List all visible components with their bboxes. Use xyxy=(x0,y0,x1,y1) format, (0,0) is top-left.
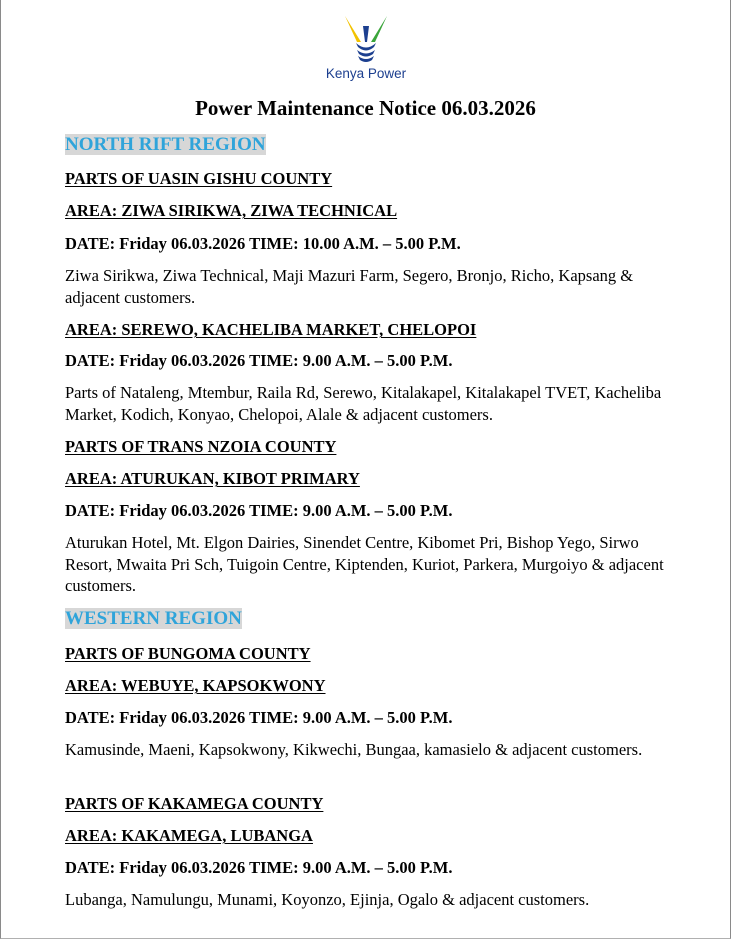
county-heading: PARTS OF BUNGOMA COUNTY xyxy=(65,644,311,663)
area-heading: AREA: WEBUYE, KAPSOKWONY xyxy=(65,676,326,695)
area-description: Aturukan Hotel, Mt. Elgon Dairies, Sinendet Centre, Kibomet Pri, Bishop Yego, Sirwo Resort, Mwaita Pri Sch, Tuigoin Centre, Kiptenden, Kuriot, Parkera, Murgoiyo & adjacent customers. xyxy=(65,533,664,595)
date-time: DATE: Friday 06.03.2026 TIME: 9.00 A.M. – 5.00 P.M. xyxy=(65,501,453,520)
kenya-power-logo-icon xyxy=(311,12,421,66)
county-heading: PARTS OF TRANS NZOIA COUNTY xyxy=(65,437,337,456)
date-time: DATE: Friday 06.03.2026 TIME: 9.00 A.M. – 5.00 P.M. xyxy=(65,708,453,727)
date-time: DATE: Friday 06.03.2026 TIME: 9.00 A.M. – 5.00 P.M. xyxy=(65,351,453,370)
county-heading: PARTS OF KAKAMEGA COUNTY xyxy=(65,794,324,813)
area-heading: AREA: ATURUKAN, KIBOT PRIMARY xyxy=(65,469,360,488)
page-title: Power Maintenance Notice 06.03.2026 xyxy=(195,96,536,120)
area-heading: AREA: ZIWA SIRIKWA, ZIWA TECHNICAL xyxy=(65,201,398,220)
logo-text: Kenya Power xyxy=(325,66,407,81)
area-description: Lubanga, Namulungu, Munami, Koyonzo, Ejinja, Ogalo & adjacent customers. xyxy=(65,890,590,909)
area-heading: AREA: KAKAMEGA, LUBANGA xyxy=(65,826,313,845)
area-description: Kamusinde, Maeni, Kapsokwony, Kikwechi, Bungaa, kamasielo & adjacent customers. xyxy=(65,740,643,759)
region-heading-north-rift xyxy=(65,133,266,157)
region-name: WESTERN REGION xyxy=(65,608,242,629)
area-description: Parts of Nataleng, Mtembur, Raila Rd, Serewo, Kitalakapel, Kitalakapel TVET, Kacheliba Market, Kodich, Konyao, Chelopoi, Alale & adjacent customers. xyxy=(65,383,662,424)
date-time: DATE: Friday 06.03.2026 TIME: 9.00 A.M. – 5.00 P.M. xyxy=(65,858,453,877)
kenya-power-logo xyxy=(311,12,421,84)
region-name: NORTH RIFT REGION xyxy=(65,134,266,155)
area-description: Ziwa Sirikwa, Ziwa Technical, Maji Mazuri Farm, Segero, Bronjo, Richo, Kapsang & adjacent customers. xyxy=(65,266,634,307)
county-heading: PARTS OF UASIN GISHU COUNTY xyxy=(65,169,333,188)
date-time: DATE: Friday 06.03.2026 TIME: 10.00 A.M. – 5.00 P.M. xyxy=(65,234,461,253)
region-heading-western xyxy=(65,607,242,631)
area-heading: AREA: SEREWO, KACHELIBA MARKET, CHELOPOI xyxy=(65,320,477,339)
